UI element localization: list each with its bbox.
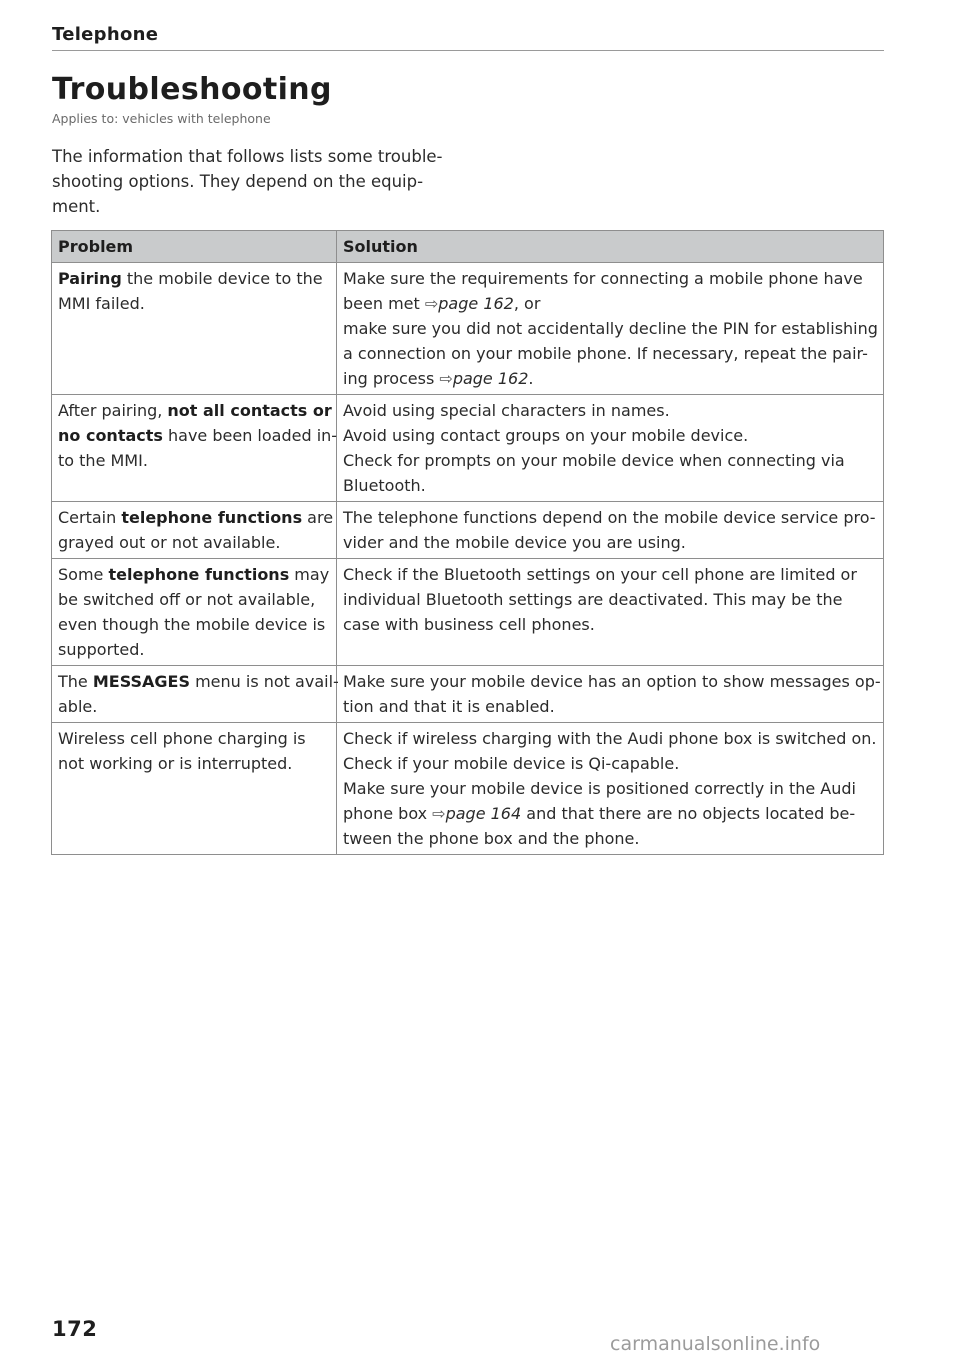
solution-column-header: Solution xyxy=(337,231,884,263)
table-row xyxy=(52,502,884,559)
cell-line: MMI failed. xyxy=(58,294,145,313)
emphasized-term: not all contacts or xyxy=(167,401,332,420)
watermark: carmanualsonline.info xyxy=(610,1333,821,1355)
cell-line: not working or is interrupted. xyxy=(58,754,293,773)
emphasized-term: Pairing xyxy=(58,269,122,288)
cell-line: Avoid using special characters in names. xyxy=(343,401,670,420)
table-header-row xyxy=(52,231,884,263)
table-row xyxy=(52,559,884,666)
cross-reference-arrow-icon: ⇨ xyxy=(432,804,446,823)
cell-line: case with business cell phones. xyxy=(343,615,595,634)
cell-line: Make sure your mobile device is positioned correctly in the Audi xyxy=(343,779,856,798)
cell-line: Check if the Bluetooth settings on your cell phone are limited or xyxy=(343,565,857,584)
solution-cell xyxy=(337,723,884,855)
problem-column-header: Problem xyxy=(52,231,337,263)
cell-line: Check for prompts on your mobile device when connecting via xyxy=(343,451,845,470)
cell-line: Certain telephone functions are xyxy=(58,508,334,527)
page-reference-link[interactable]: page 162 xyxy=(452,369,529,388)
page-title: Troubleshooting xyxy=(52,72,332,107)
page-number: 172 xyxy=(52,1317,98,1341)
problem-cell xyxy=(52,263,337,395)
page-reference-link[interactable]: page 162 xyxy=(438,294,514,313)
troubleshooting-table xyxy=(51,230,884,855)
intro-line: ment. xyxy=(52,197,101,216)
cell-line: Avoid using contact groups on your mobile device. xyxy=(343,426,749,445)
table-row xyxy=(52,263,884,395)
cell-line: supported. xyxy=(58,640,145,659)
cell-line: phone box ⇨page 164 and that there are no objects located be- xyxy=(343,804,856,823)
problem-cell xyxy=(52,395,337,502)
page-reference-link[interactable]: page 164 xyxy=(445,804,522,823)
cell-line: to the MMI. xyxy=(58,451,148,470)
cell-line: vider and the mobile device you are using. xyxy=(343,533,686,552)
cell-line: The MESSAGES menu is not avail- xyxy=(58,672,339,691)
cell-line: even though the mobile device is xyxy=(58,615,326,634)
intro-line: The information that follows lists some trouble- xyxy=(52,147,443,166)
solution-cell xyxy=(337,502,884,559)
cell-line: Make sure the requirements for connecting a mobile phone have xyxy=(343,269,863,288)
solution-cell xyxy=(337,395,884,502)
cell-line: Some telephone functions may xyxy=(58,565,330,584)
cell-line: tion and that it is enabled. xyxy=(343,697,555,716)
section-header: Telephone xyxy=(52,24,884,51)
emphasized-term: telephone functions xyxy=(121,508,303,527)
cell-line: make sure you did not accidentally decline the PIN for establishing xyxy=(343,319,878,338)
cell-line: After pairing, not all contacts or xyxy=(58,401,332,420)
cell-line: Pairing the mobile device to the xyxy=(58,269,323,288)
cell-line: The telephone functions depend on the mobile device service pro- xyxy=(343,508,876,527)
cell-line: individual Bluetooth settings are deactivated. This may be the xyxy=(343,590,843,609)
cell-line: Check if wireless charging with the Audi phone box is switched on. xyxy=(343,729,877,748)
problem-cell xyxy=(52,666,337,723)
cross-reference-arrow-icon: ⇨ xyxy=(439,369,453,388)
cross-reference-arrow-icon: ⇨ xyxy=(424,294,439,313)
cell-line: Bluetooth. xyxy=(343,476,426,495)
cell-line: been met ⇨page 162, or xyxy=(343,294,541,313)
solution-cell xyxy=(337,263,884,395)
emphasized-term: MESSAGES xyxy=(92,672,190,691)
cell-line: tween the phone box and the phone. xyxy=(343,829,640,848)
solution-cell xyxy=(337,666,884,723)
problem-cell xyxy=(52,502,337,559)
intro-paragraph xyxy=(52,144,452,219)
cell-line: a connection on your mobile phone. If necessary, repeat the pair- xyxy=(343,344,868,363)
solution-cell xyxy=(337,559,884,666)
cell-line: be switched off or not available, xyxy=(58,590,316,609)
cell-line: ing process ⇨page 162. xyxy=(343,369,534,388)
problem-cell xyxy=(52,559,337,666)
cell-line: Check if your mobile device is Qi-capable. xyxy=(343,754,680,773)
cell-line: able. xyxy=(58,697,98,716)
cell-line: grayed out or not available. xyxy=(58,533,281,552)
applies-to-note: Applies to: vehicles with telephone xyxy=(52,111,271,126)
table-row xyxy=(52,723,884,855)
problem-cell xyxy=(52,723,337,855)
emphasized-term: no contacts xyxy=(58,426,163,445)
cell-line: no contacts have been loaded in- xyxy=(58,426,338,445)
intro-line: shooting options. They depend on the equip- xyxy=(52,172,424,191)
emphasized-term: telephone functions xyxy=(108,565,290,584)
table-row xyxy=(52,395,884,502)
cell-line: Wireless cell phone charging is xyxy=(58,729,306,748)
cell-line: Make sure your mobile device has an option to show messages op- xyxy=(343,672,881,691)
table-row xyxy=(52,666,884,723)
table-body xyxy=(52,263,884,855)
